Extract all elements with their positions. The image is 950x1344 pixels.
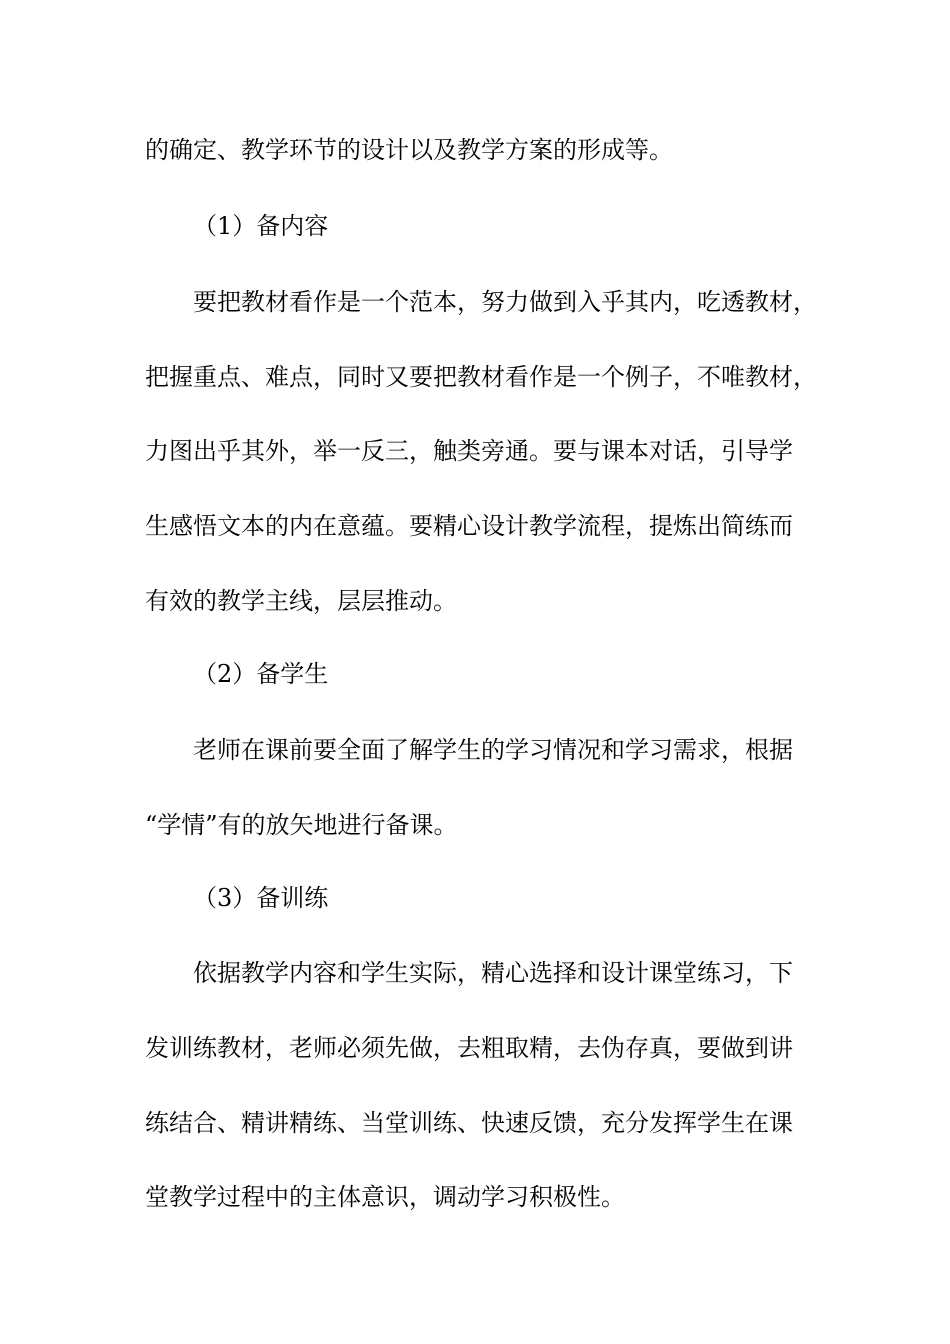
- paragraph-line: 生感悟文本的内在意蕴。要精心设计教学流程，提炼出简练而: [145, 512, 793, 540]
- paragraph-continuation-line: 的确定、教学环节的设计以及教学方案的形成等。: [145, 136, 673, 164]
- paragraph-line: 练结合、精讲精练、当堂训练、快速反馈，充分发挥学生在课: [145, 1109, 793, 1137]
- paragraph-line: “学情”有的放矢地进行备课。: [145, 811, 458, 839]
- paragraph-line: 发训练教材，老师必须先做，去粗取精，去伪存真，要做到讲: [145, 1034, 793, 1062]
- section-heading-students: （2）备学生: [193, 660, 329, 688]
- paragraph-line: 力图出乎其外，举一反三，触类旁通。要与课本对话，引导学: [145, 437, 793, 465]
- paragraph-line: 有效的教学主线，层层推动。: [145, 587, 457, 615]
- paragraph-line: 把握重点、难点，同时又要把教材看作是一个例子，不唯教材，: [145, 363, 817, 391]
- paragraph-line: 依据教学内容和学生实际，精心选择和设计课堂练习，下: [193, 959, 793, 987]
- section-heading-content: （1）备内容: [193, 212, 329, 240]
- paragraph-line: 要把教材看作是一个范本，努力做到入乎其内，吃透教材，: [193, 288, 817, 316]
- paragraph-line: 老师在课前要全面了解学生的学习情况和学习需求，根据: [193, 736, 793, 764]
- paragraph-line: 堂教学过程中的主体意识，调动学习积极性。: [145, 1183, 625, 1211]
- section-heading-training: （3）备训练: [193, 884, 329, 912]
